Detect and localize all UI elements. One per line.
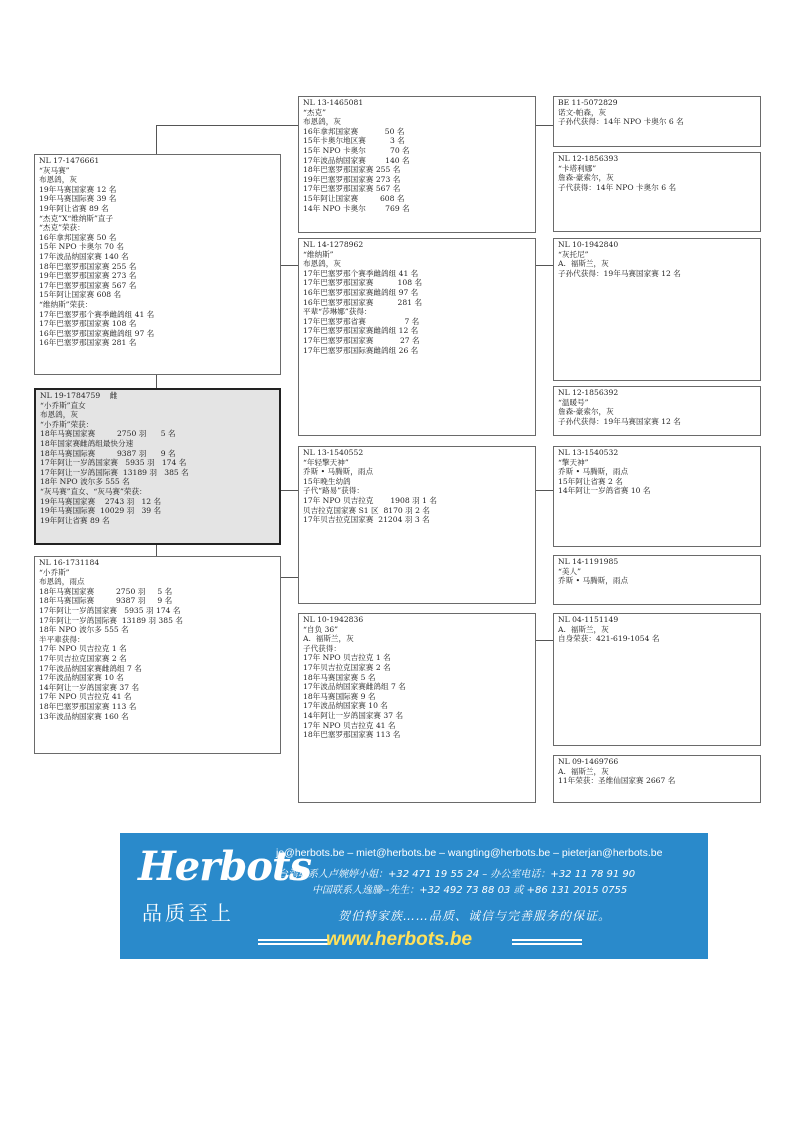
pedigree-line: 17年巴塞罗那国家赛 108 名 <box>303 278 423 288</box>
great-grandsire4-card <box>553 613 761 746</box>
pedigree-line: “小乔斯”荣获： <box>40 419 94 429</box>
pedigree-line: 16年巴塞罗那国家赛 281 名 <box>39 338 137 348</box>
pedigree-line: 18年 NPO 波尔多 555 名 <box>40 477 130 487</box>
pedigree-line: 18年巴塞罗那国家赛 255 名 <box>303 165 401 175</box>
connector-gd1-ggs2 <box>535 265 553 266</box>
pedigree-line: 子孙代获得：19年马赛国家赛 12 名 <box>558 416 681 426</box>
pedigree-line: 14年阿让一岁鸽省赛 10 名 <box>558 486 651 496</box>
pedigree-line: 17年 NPO 贝吉拉克 41 名 <box>39 692 132 702</box>
pedigree-line: “自负 36” <box>303 624 339 634</box>
dam-card <box>34 556 281 754</box>
connector-sire-gs1 <box>156 125 157 154</box>
pedigree-line: 14年阿让一岁鸽国家赛 37 名 <box>39 682 140 692</box>
granddam2-card <box>298 613 536 803</box>
decor-dashes-right <box>512 939 582 941</box>
pedigree-line: 17年巴塞罗那个赛季雌鸽组 41 名 <box>39 309 155 319</box>
pedigree-line: A. 福斯兰，灰 <box>558 259 609 269</box>
grandsire-card <box>298 96 536 233</box>
pedigree-line: NL 04-1151149 <box>558 615 619 624</box>
pedigree-line: “擎天神” <box>558 457 589 467</box>
decor-dashes-left <box>258 939 328 941</box>
connector-gd2-ggs4 <box>535 640 553 641</box>
pedigree-line: A. 福斯兰，灰 <box>558 766 609 776</box>
pedigree-line: 14年阿让一岁鸽国家赛 37 名 <box>303 710 404 720</box>
pedigree-line: “灰马赛” <box>39 165 70 175</box>
pedigree-line: NL 12-1856392 <box>558 388 619 397</box>
pedigree-line: 17年巴塞罗那国家赛 567 名 <box>303 184 401 194</box>
quality-slogan: 品质至上 <box>142 901 234 925</box>
grandsire2-card <box>298 446 536 604</box>
pedigree-line: 17年波品纳国家赛 140 名 <box>39 251 129 261</box>
pedigree-line: 布恩鸽，雨点 <box>39 577 85 587</box>
pedigree-line: 18年马赛国际赛 9387 羽 9 名 <box>39 596 173 606</box>
connector-sire-gd1 <box>280 265 298 266</box>
pedigree-line: 半平辈获得： <box>39 634 85 644</box>
pedigree-line: 17年 NPO 贝吉拉克 1 名 <box>39 644 127 654</box>
pedigree-line: 13年波品纳国家赛 160 名 <box>39 711 129 721</box>
pedigree-line: 19年巴塞罗那国家赛 273 名 <box>303 174 401 184</box>
taiwan-contact: 台湾联系人卢婉婷小姐：+32 471 19 55 24 – 办公室电话：+32 11 78 91 90 <box>278 869 636 880</box>
pedigree-line: 18年巴塞罗那国家赛 113 名 <box>303 730 401 740</box>
pedigree-line: 18年巴塞罗那国家赛 255 名 <box>39 261 137 271</box>
pedigree-line: 17年 NPO 贝吉拉克 1 名 <box>303 653 391 663</box>
herbots-logo: Herbots <box>138 843 311 890</box>
pedigree-line: 18年 NPO 波尔多 555 名 <box>39 625 129 635</box>
pedigree-line: NL 10-1942836 <box>303 615 364 624</box>
pedigree-line: 子孙代获得：19年马赛国家赛 12 名 <box>558 268 681 278</box>
pedigree-line: 子孙代获得：14年 NPO 卡奥尔 6 名 <box>558 117 684 127</box>
pedigree-line: 18年国家赛雌鸽组最快分速 <box>40 438 134 448</box>
pedigree-line: 15年卡奥尔地区赛 3 名 <box>303 136 405 146</box>
pedigree-line: 16年巴塞罗那国家赛 281 名 <box>303 297 423 307</box>
pedigree-line: 19年阿让省赛 89 名 <box>39 203 109 213</box>
pedigree-line: “杰克”X“维纳斯”直子 <box>39 213 114 223</box>
pedigree-line: 詹森-豪索尔，灰 <box>558 173 614 183</box>
pedigree-line: 19年马赛国际赛 10029 羽 39 名 <box>40 506 162 516</box>
pedigree-line: 18年马赛国家赛 5 名 <box>303 672 376 682</box>
pedigree-line: 15年 NPO 卡奥尔 70 名 <box>303 145 410 155</box>
decor-dashes-left-2 <box>258 943 328 945</box>
pedigree-line: NL 13-1540532 <box>558 448 619 457</box>
connector-dam-gs2 <box>280 490 298 491</box>
pedigree-line: NL 17-1476661 <box>39 156 100 165</box>
pedigree-line: 18年巴塞罗那国家赛 113 名 <box>39 701 137 711</box>
pedigree-line: NL 16-1731184 <box>39 558 100 567</box>
pedigree-line: 19年马赛国际赛 39 名 <box>39 194 117 204</box>
pedigree-line: NL 12-1856393 <box>558 154 619 163</box>
pedigree-line: “年轻擎天神” <box>303 457 349 467</box>
pedigree-line: “维纳斯” <box>303 249 334 259</box>
pedigree-line: 16年拿邦国家赛 50 名 <box>39 232 117 242</box>
pedigree-line: A. 福斯兰，灰 <box>303 634 354 644</box>
pedigree-line: 子代获得： <box>303 643 341 653</box>
pedigree-line: 乔斯 • 马腾斯，雨点 <box>558 576 629 586</box>
connector-sire-subject <box>156 374 157 388</box>
pedigree-line: 贝吉拉克国家赛 S1 区 8170 羽 2 名 <box>303 505 431 515</box>
pedigree-line: 布恩鸽，灰 <box>303 117 341 127</box>
pedigree-line: “维纳斯”荣获： <box>39 299 93 309</box>
connector-subject-dam <box>156 544 157 556</box>
pedigree-line: 17年贝吉拉克国家赛 2 名 <box>303 662 391 672</box>
pedigree-line: NL 13-1465081 <box>303 98 364 107</box>
pedigree-line: NL 19-1784759 雌 <box>40 391 118 400</box>
pedigree-line: 19年马赛国家赛 12 名 <box>39 184 117 194</box>
decor-dashes-right-2 <box>512 943 582 945</box>
pedigree-line: “杰克” <box>303 107 326 117</box>
pedigree-line: 子代“路易”获得： <box>303 486 364 496</box>
pedigree-line: 17年巴塞罗那国家赛雌鸽组 12 名 <box>303 326 419 336</box>
pedigree-line: 布恩鸽，灰 <box>303 259 341 269</box>
pedigree-line: 布恩鸽，灰 <box>39 175 77 185</box>
great-granddam4-card <box>553 755 761 803</box>
pedigree-line: “杰克”荣获： <box>39 223 85 233</box>
subject-card <box>34 388 281 545</box>
pedigree-line: NL 10-1942840 <box>558 240 619 249</box>
pedigree-line: 17年阿让一岁鸽国家赛 5935 羽 174 名 <box>39 605 181 615</box>
pedigree-line: 乔斯 • 马腾斯，雨点 <box>558 467 629 477</box>
great-granddam1-card <box>553 152 761 232</box>
pedigree-line: 17年巴塞罗那国家赛 108 名 <box>39 319 137 329</box>
pedigree-line: 16年巴塞罗那国家赛雌鸽组 97 名 <box>303 287 419 297</box>
pedigree-line: 17年贝吉拉克国家赛 2 名 <box>39 653 127 663</box>
pedigree-line: 18年马赛国际赛 9 名 <box>303 691 376 701</box>
pedigree-line: NL 14-1191985 <box>558 557 619 566</box>
pedigree-line: 15年阿让国家赛 608 名 <box>303 193 405 203</box>
great-granddam2-card <box>553 386 761 436</box>
pedigree-line: NL 14-1278962 <box>303 240 364 249</box>
pedigree-line: 平辈“莎琳娜”获得： <box>303 307 372 317</box>
pedigree-line: 15年 NPO 卡奥尔 70 名 <box>39 242 124 252</box>
pedigree-line: 17年巴塞罗那国家赛 27 名 <box>303 335 420 345</box>
pedigree-line: 17年 NPO 贝吉拉克 41 名 <box>303 720 396 730</box>
pedigree-line: 17年波品纳国家赛雌鸽组 7 名 <box>39 663 142 673</box>
pedigree-line: 17年巴塞罗那国家赛 567 名 <box>39 280 137 290</box>
pedigree-line: “小乔斯”直女 <box>40 400 86 410</box>
pedigree-line: 11年荣获：圣维仙国家赛 2667 名 <box>558 776 676 786</box>
pedigree-line: 19年马赛国家赛 2743 羽 12 名 <box>40 496 162 506</box>
website-link[interactable]: www.herbots.be <box>326 929 473 950</box>
pedigree-line: 17年波品纳国家赛 140 名 <box>303 155 410 165</box>
pedigree-line: “卡塔利娜” <box>558 163 597 173</box>
pedigree-line: 15年阿让国家赛 608 名 <box>39 290 122 300</box>
great-grandsire2-card <box>553 238 761 381</box>
pedigree-line: 17年波品纳国家赛雌鸽组 7 名 <box>303 682 406 692</box>
pedigree-line: NL 09-1469766 <box>558 757 619 766</box>
pedigree-line: 17年波品纳国家赛 10 名 <box>303 701 388 711</box>
pedigree-line: 18年马赛国家赛 2750 羽 5 名 <box>40 429 176 439</box>
connector-gs2-ggs3 <box>535 490 553 491</box>
granddam-card <box>298 238 536 436</box>
sire-card <box>34 154 281 375</box>
pedigree-line: 17年阿让一岁鸽国际赛 13189 羽 385 名 <box>40 467 189 477</box>
great-granddam3-card <box>553 555 761 605</box>
pedigree-line: 诺文-帕森，灰 <box>558 107 607 117</box>
pedigree-line: 17年波品纳国家赛 10 名 <box>39 673 124 683</box>
pedigree-line: 19年阿让省赛 89 名 <box>40 515 110 525</box>
connector-dam-gd2 <box>280 577 298 578</box>
herbots-banner <box>120 833 708 959</box>
pedigree-line: 自身荣获：421-619-1054 名 <box>558 634 660 644</box>
pedigree-line: 乔斯 • 马腾斯，雨点 <box>303 467 374 477</box>
pedigree-line: 17年巴塞罗那省赛 7 名 <box>303 316 420 326</box>
pedigree-line: 17年 NPO 贝吉拉克 1908 羽 1 名 <box>303 495 437 505</box>
pedigree-line: 16年拿邦国家赛 50 名 <box>303 126 405 136</box>
pedigree-line: 18年马赛国家赛 2750 羽 5 名 <box>39 586 173 596</box>
pedigree-line: BE 11-5072829 <box>558 98 618 107</box>
pedigree-line: 18年马赛国际赛 9387 羽 9 名 <box>40 448 176 458</box>
pedigree-line: 17年巴塞罗那国际赛雌鸽组 26 名 <box>303 345 419 355</box>
pedigree-line: “灰马赛”直女、“灰马赛”荣获： <box>40 486 147 496</box>
great-grandsire1-card <box>553 96 761 147</box>
pedigree-line: “小乔斯” <box>39 567 70 577</box>
great-grandsire3-card <box>553 446 761 547</box>
connector-sire-gs1-h <box>156 125 298 126</box>
contact-emails[interactable]: jo@herbots.be – miet@herbots.be – wangting@herbots.be – pieterjan@herbots.be <box>276 847 663 859</box>
company-slogan: 贺伯特家族……品质、诚信与完善服务的保证。 <box>338 909 612 923</box>
pedigree-line: “美人” <box>558 566 581 576</box>
pedigree-line: 17年巴塞罗那个赛季雌鸽组 41 名 <box>303 268 419 278</box>
pedigree-line: “灰托尼” <box>558 249 589 259</box>
china-contact: 中国联系人逸騰--先生：+32 492 73 88 03 或 +86 131 2015 0755 <box>312 885 628 896</box>
pedigree-line: 詹森-豪索尔，灰 <box>558 407 614 417</box>
pedigree-line: NL 13-1540552 <box>303 448 364 457</box>
connector-gs1-ggs1 <box>535 125 553 126</box>
pedigree-line: 子代获得：14年 NPO 卡奥尔 6 名 <box>558 182 677 192</box>
pedigree-line: 17年阿让一岁鸽国家赛 5935 羽 174 名 <box>40 458 187 468</box>
pedigree-line: A. 福斯兰，灰 <box>558 624 609 634</box>
pedigree-line: 16年巴塞罗那国家赛雌鸽组 97 名 <box>39 328 155 338</box>
pedigree-line: 布恩鸽，灰 <box>40 410 78 420</box>
pedigree-line: 15年晚生幼鸽 <box>303 476 351 486</box>
pedigree-line: 15年阿让省赛 2 名 <box>558 476 623 486</box>
pedigree-line: 17年贝吉拉克国家赛 21204 羽 3 名 <box>303 515 430 525</box>
pedigree-line: 14年 NPO 卡奥尔 769 名 <box>303 203 410 213</box>
pedigree-line: 17年阿让一岁鸽国际赛 13189 羽 385 名 <box>39 615 183 625</box>
pedigree-line: 19年巴塞罗那国家赛 273 名 <box>39 271 137 281</box>
pedigree-line: “温暖号” <box>558 397 589 407</box>
